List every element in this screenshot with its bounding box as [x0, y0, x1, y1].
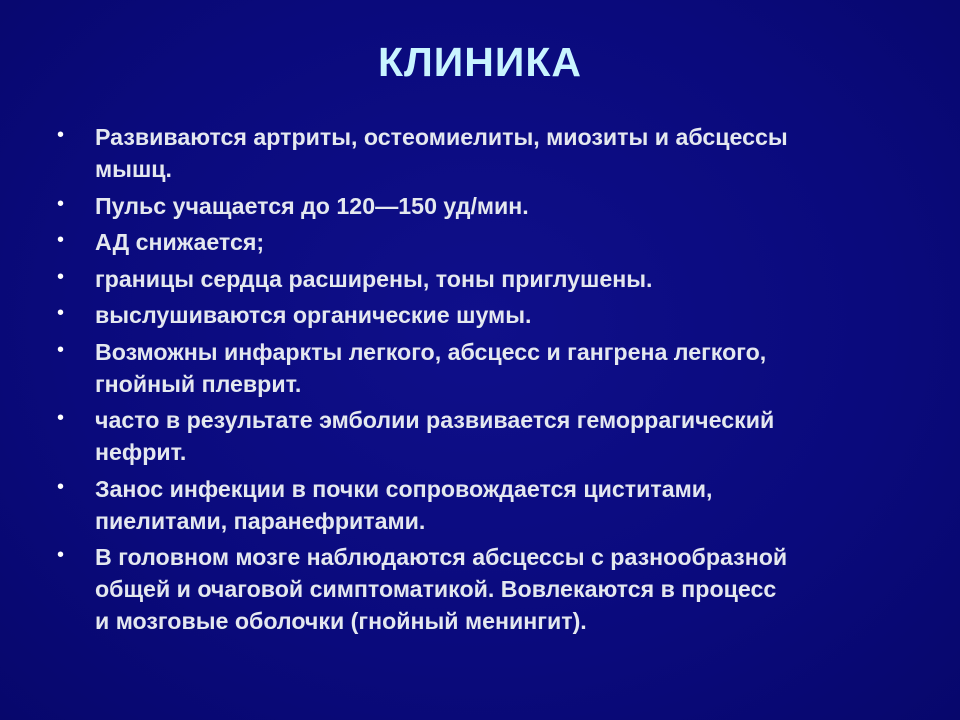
bullet-icon: •	[57, 302, 65, 324]
list-item-text: часто в результате эмболии развивается геморрагический нефрит.	[95, 407, 775, 465]
bullet-icon: •	[57, 338, 65, 361]
list-item	[55, 404, 915, 468]
list-item-text: Возможны инфаркты легкого, абсцесс и гангрена легкого, гнойный плеврит.	[95, 338, 767, 397]
list-item	[55, 226, 915, 258]
bullet-icon: •	[57, 475, 65, 498]
list-item-text: Пульс учащается до 120—150 уд/мин.	[95, 192, 529, 219]
bullet-icon: •	[57, 265, 65, 288]
bullet-icon: •	[57, 407, 65, 429]
list-item-text: границы сердца расширены, тоны приглушены.	[95, 265, 653, 292]
list-item-text: Развиваются артриты, остеомиелиты, миозиты и абсцессы мышц.	[95, 124, 788, 182]
slide-title: КЛИНИКА	[378, 39, 582, 85]
list-item-text: выслушиваются органические шумы.	[95, 302, 532, 328]
bullet-icon: •	[57, 229, 65, 251]
bullet-list	[55, 121, 915, 642]
list-item	[55, 190, 915, 222]
list-item-text: Занос инфекции в почки сопровождается циститами, пиелитами, паранефритами.	[95, 475, 713, 534]
list-item-text: АД снижается;	[95, 229, 265, 255]
list-item	[55, 263, 915, 295]
list-item	[55, 473, 915, 537]
list-item	[55, 541, 915, 637]
list-item-text: В головном мозге наблюдаются абсцессы с разнообразной общей и очаговой симптоматикой. Вовлекаются в процесс и мозговые оболочки (гнойный менингит).	[95, 544, 788, 634]
bullet-icon: •	[57, 124, 65, 146]
bullet-icon: •	[57, 192, 65, 215]
list-item	[55, 336, 915, 400]
bullet-icon: •	[57, 544, 65, 566]
list-item	[55, 299, 915, 331]
list-item	[55, 121, 915, 185]
